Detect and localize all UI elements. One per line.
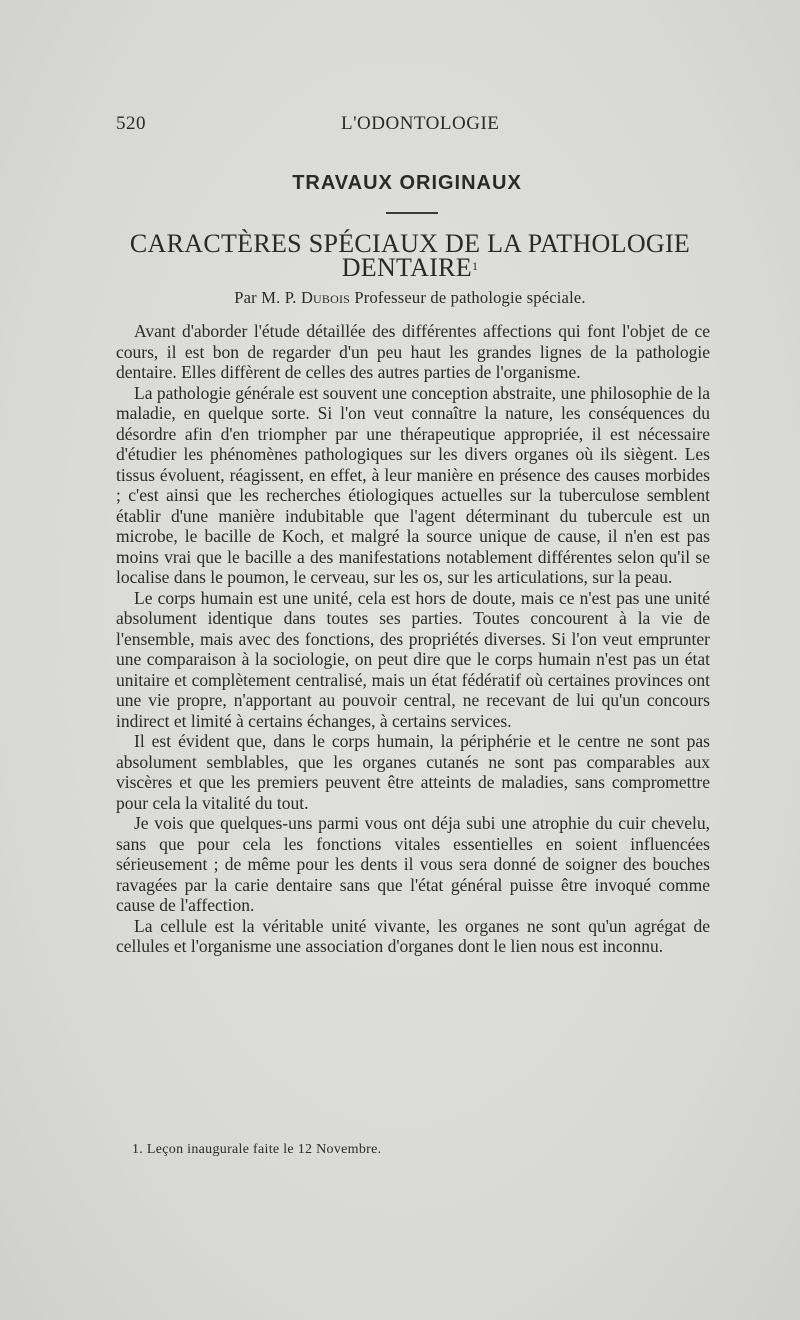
journal-title: L'ODONTOLOGIE [341,113,500,134]
article-title-line2: DENTAIRE [341,253,472,282]
page-number: 520 [116,113,146,134]
paragraph: Il est évident que, dans le corps humain, la périphérie et le centre ne sont pas absolument semblables, que les organes cutanés ne sont pas comparables aux viscères et que les premiers peuvent être atteints de maladies, sans compromettre pour cela la vitalité du tout. [116,731,710,813]
byline-author: Dubois [300,288,351,307]
footnote: 1. Leçon inaugurale faite le 12 Novembre. [132,1142,382,1157]
paragraph: Le corps humain est une unité, cela est hors de doute, mais ce n'est pas une unité absolument identique dans toutes ses parties. Toutes concourent à la vie de l'ensemble, mais avec des fonctions, des propriétés diverses. Si l'on veut emprunter une comparaison à la sociologie, on peut dire que le corps humain n'est pas un état unitaire et complètement centralisé, mais un état fédératif où certaines provinces ont une vie propre, n'apportant au pouvoir central, ne recevant de lui qu'un concours indirect et limité à certains échanges, à certains services. [116,587,710,731]
paragraph: Je vois que quelques-uns parmi vous ont déja subi une atrophie du cuir chevelu, sans que pour cela les fonctions vitales essentielles en soient influencées sérieusement ; de même pour les dents il vous sera donné de soigner des bouches ravagées par la carie dentaire sans que l'état général puisse être invoqué comme cause de l'affection. [116,813,710,915]
paragraph: La cellule est la véritable unité vivante, les organes ne sont qu'un agrégat de cellules et l'organisme une association d'organes dont le lien nous est inconnu. [116,915,710,956]
byline-prefix: Par M. P. [234,288,297,307]
paragraph: La pathologie générale est souvent une conception abstraite, une philosophie de la maladie, en quelque sorte. Si l'on veut connaître la nature, les conséquences du désordre afin d'en triompher par une thérapeutique appropriée, il est nécessaire d'étudier les phénomènes pathologiques sur les divers organes où ils siègent. Les tissus évoluent, réagissent, en effet, à leur manière en présence des causes morbides ; c'est ainsi que les recherches étiologiques actuelles sur la tuberculose semblent établir d'une manière indubitable que l'agent déterminant du tubercule est un microbe, le bacille de Koch, et malgré la source unique de cause, il n'en est pas moins vrai que le bacille a des manifestations notablement différentes selon qu'il se localise dans le poumon, le cerveau, sur les os, sur les articulations, sur la peau. [116,382,710,587]
article-title [110,229,710,282]
running-head [116,113,710,137]
article-title-line1: CARACTÈRES SPÉCIAUX DE LA PATHOLOGIE [129,229,691,258]
footnote-marker: 1 [471,259,479,273]
byline [110,288,710,308]
title-divider [386,212,438,214]
article-body [116,321,710,957]
section-title: TRAVAUX ORIGINAUX [292,172,522,194]
byline-suffix: Professeur de pathologie spéciale. [354,288,586,307]
paragraph: Avant d'aborder l'étude détaillée des différentes affections qui font l'objet de ce cours, il est bon de regarder d'un peu haut les grandes lignes de la pathologie dentaire. Elles diffèrent de celles des autres parties de l'organisme. [116,321,710,382]
